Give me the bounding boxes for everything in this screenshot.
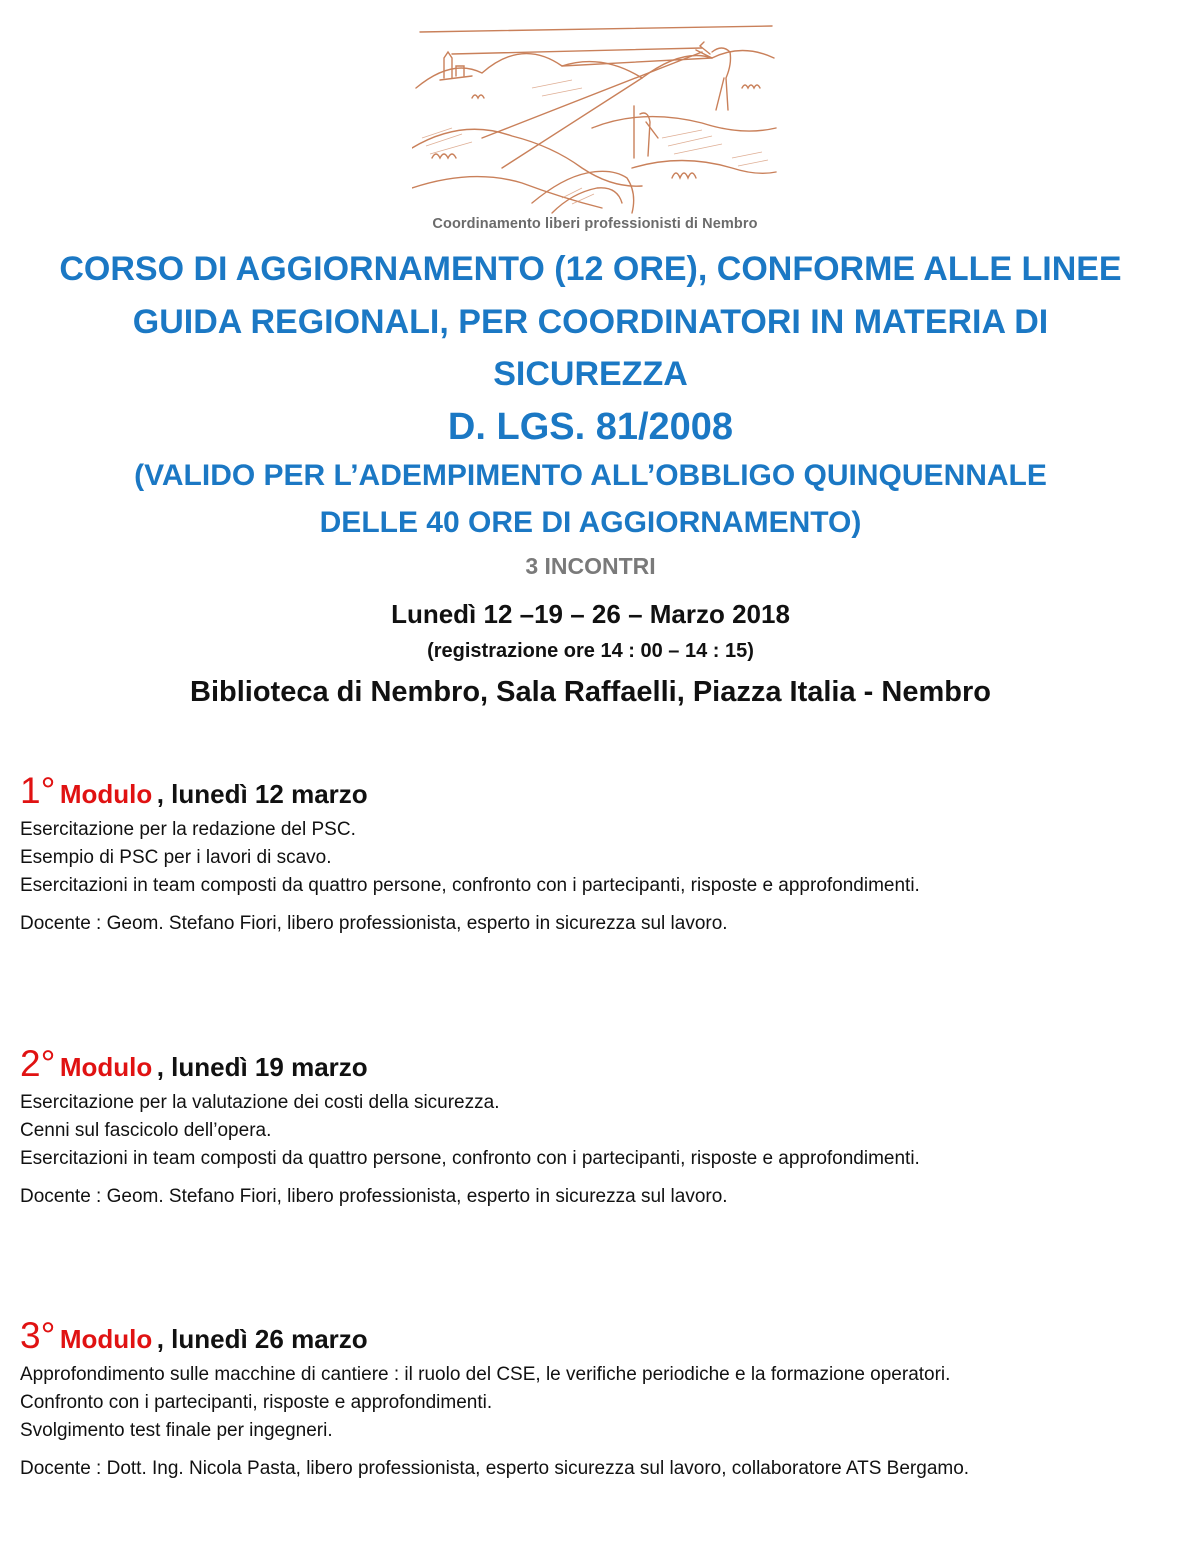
module-line: Esercitazioni in team composti da quattro persone, confronto con i partecipanti, risposte e approfondimenti. [20, 875, 920, 896]
module-line: Esercitazione per la redazione del PSC. [20, 819, 356, 840]
title-line-1: CORSO DI AGGIORNAMENTO (12 ORE), CONFORME ALLE LINEE [59, 250, 1122, 288]
module-line: Svolgimento test finale per ingegneri. [20, 1420, 333, 1441]
module-date: , lunedì 26 marzo [156, 1324, 368, 1354]
module-date: , lunedì 12 marzo [156, 779, 368, 809]
meetings-count: 3 INCONTRI [525, 553, 656, 579]
module-word: Modulo [59, 1324, 153, 1354]
module-line: Esercitazioni in team composti da quattro persone, confronto con i partecipanti, risposte e approfondimenti. [20, 1148, 920, 1169]
module-number: 3° [20, 1315, 56, 1356]
module-line: Confronto con i partecipanti, risposte e approfondimenti. [20, 1392, 493, 1413]
course-dates: Lunedì 12 –19 – 26 – Marzo 2018 [391, 599, 790, 629]
module-teacher: Docente : Geom. Stefano Fiori, libero professionista, esperto in sicurezza sul lavoro. [20, 913, 728, 934]
module-2 [20, 1043, 1170, 1211]
module-teacher: Docente : Geom. Stefano Fiori, libero professionista, esperto in sicurezza sul lavoro. [20, 1186, 728, 1207]
module-line: Esempio di PSC per i lavori di scavo. [20, 847, 332, 868]
logo [412, 18, 778, 236]
module-word: Modulo [59, 1052, 153, 1082]
module-heading [20, 1315, 1170, 1361]
module-heading [20, 1043, 1170, 1089]
logo-engraving-illustration [412, 18, 778, 218]
module-3 [20, 1315, 1170, 1483]
module-line: Cenni sul fascicolo dell’opera. [20, 1120, 272, 1141]
module-teacher: Docente : Dott. Ing. Nicola Pasta, libero professionista, esperto sicurezza sul lavoro, collaboratore ATS Bergamo. [20, 1458, 970, 1479]
module-number: 2° [20, 1043, 56, 1084]
module-1 [20, 770, 1170, 938]
title-line-3: SICUREZZA [493, 355, 688, 393]
module-date: , lunedì 19 marzo [156, 1052, 368, 1082]
module-number: 1° [20, 770, 56, 811]
module-heading [20, 770, 1170, 816]
validity-line-2: DELLE 40 ORE DI AGGIORNAMENTO) [319, 506, 862, 539]
module-line: Esercitazione per la valutazione dei costi della sicurezza. [20, 1092, 500, 1113]
venue: Biblioteca di Nembro, Sala Raffaelli, Piazza Italia - Nembro [190, 676, 991, 708]
validity-line-1: (VALIDO PER L’ADEMPIMENTO ALL’OBBLIGO QUINQUENNALE [134, 459, 1047, 492]
registration-time: (registrazione ore 14 : 00 – 14 : 15) [427, 640, 754, 662]
module-line: Approfondimento sulle macchine di cantiere : il ruolo del CSE, le verifiche periodiche e la formazione operatori. [20, 1364, 951, 1385]
module-word: Modulo [59, 779, 153, 809]
logo-caption: Coordinamento liberi professionisti di Nembro [432, 216, 758, 232]
title-line-2: GUIDA REGIONALI, PER COORDINATORI IN MATERIA DI [132, 303, 1049, 341]
law-reference: D. LGS. 81/2008 [447, 406, 734, 448]
